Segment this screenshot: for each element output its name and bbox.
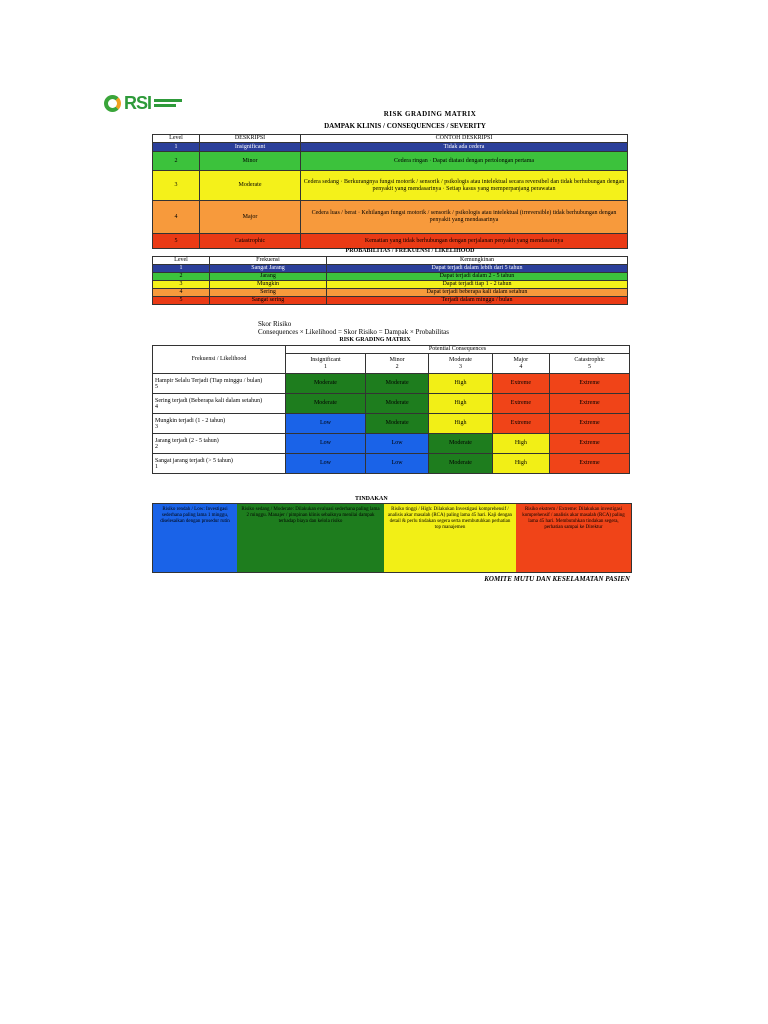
likelihood-cell: Dapat terjadi dalam lebih dari 5 tahun [327, 265, 628, 273]
actions-caption: TINDAKAN [355, 496, 388, 502]
consequence-column-header: Catastrophic 5 [549, 354, 629, 374]
risk-cell: Low [365, 454, 428, 474]
risk-cell: Moderate [365, 374, 428, 394]
table-row [153, 143, 628, 152]
frequency-cell: Sangat sering [210, 297, 327, 305]
probability-caption: PROBABILITAS / FREKUENSI / LIKELIHOOD [345, 248, 475, 254]
likelihood-row-header: Mungkin terjadi (1 - 2 tahun) 3 [153, 414, 286, 434]
level-cell: 5 [153, 234, 200, 249]
risk-cell: Extreme [492, 414, 549, 434]
consequence-column-header: Moderate 3 [429, 354, 492, 374]
description-cell: Minor [200, 152, 301, 171]
score-label: Skor Risiko [258, 320, 292, 328]
likelihood-row-header: Jarang terjadi (2 - 5 tahun) 2 [153, 434, 286, 454]
logo-text: RSI [124, 92, 152, 113]
frequency-cell: Mungkin [210, 281, 327, 289]
risk-cell: Moderate [365, 414, 428, 434]
frequency-cell: Sering [210, 289, 327, 297]
table-row [153, 289, 628, 297]
level-cell: 5 [153, 297, 210, 305]
risk-cell: Extreme [549, 414, 629, 434]
risk-cell: Extreme [492, 374, 549, 394]
action-extreme: Risiko ekstrem / Extreme: Dilakukan investigasi komprehensif / analisis akar masalah (RCA) paling lama 45 hari. Membutuhkan tindakan segera, perhatian sampai ke Direktur [516, 504, 631, 572]
level-cell: 3 [153, 281, 210, 289]
likelihood-cell: Dapat terjadi tiap 1 - 2 tahun [327, 281, 628, 289]
level-cell: 3 [153, 171, 200, 201]
risk-cell: High [492, 454, 549, 474]
likelihood-cell: Dapat terjadi dalam 2 - 5 tahun [327, 273, 628, 281]
level-cell: 1 [153, 143, 200, 152]
example-cell: Cedera ringan · Dapat diatasi dengan pertolongan pertama [301, 152, 628, 171]
col-header-example: CONTOH DESKRIPSI [301, 135, 628, 143]
risk-cell: Low [286, 414, 366, 434]
description-cell: Moderate [200, 171, 301, 201]
risk-cell: Moderate [286, 394, 366, 414]
description-cell: Major [200, 201, 301, 234]
risk-cell: Moderate [429, 434, 492, 454]
hospital-logo [104, 92, 214, 114]
action-moderate: Risiko sedang / Moderate: Dilakukan evaluasi sederhana paling lama 2 minggu. Manajer / pimpinan klinis sebaiknya menilai dampak terhadap biaya dan kelola risiko [237, 504, 384, 572]
risk-cell: Moderate [429, 454, 492, 474]
risk-cell: High [492, 434, 549, 454]
risk-cell: Low [286, 434, 366, 454]
risk-cell: High [429, 394, 492, 414]
level-cell: 2 [153, 273, 210, 281]
likelihood-cell: Terjadi dalam minggu / bulan [327, 297, 628, 305]
level-cell: 4 [153, 289, 210, 297]
table-row [153, 281, 628, 289]
risk-cell: Low [365, 434, 428, 454]
risk-cell: Extreme [549, 454, 629, 474]
risk-grading-matrix [152, 345, 630, 474]
likelihood-row-header: Sangat jarang terjadi (> 5 tahun) 1 [153, 454, 286, 474]
risk-cell: Extreme [549, 434, 629, 454]
risk-cell: Low [286, 454, 366, 474]
table-row [153, 152, 628, 171]
example-cell: Kematian yang tidak berhubungan dengan perjalanan penyakit yang mendasarinya [301, 234, 628, 249]
level-cell: 2 [153, 152, 200, 171]
table-row [153, 297, 628, 305]
risk-cell: Extreme [549, 374, 629, 394]
matrix-row [153, 394, 630, 414]
score-formula: Consequences × Likelihood = Skor Risiko = Dampak × Probabilitas [258, 328, 449, 336]
col-header-likelihood: Kemungkinan [327, 257, 628, 265]
matrix-row [153, 434, 630, 454]
matrix-row [153, 414, 630, 434]
likelihood-cell: Dapat terjadi beberapa kali dalam setahun [327, 289, 628, 297]
table-row [153, 234, 628, 249]
example-cell: Tidak ada cedera [301, 143, 628, 152]
col-header-level: Level [153, 135, 200, 143]
consequence-column-header: Insignificant 1 [286, 354, 366, 374]
table-row [153, 265, 628, 273]
consequence-caption: DAMPAK KLINIS / CONSEQUENCES / SEVERITY [324, 122, 486, 130]
matrix-corner-header: Frekuensi / Likelihood [153, 346, 286, 374]
risk-cell: High [429, 374, 492, 394]
logo-ring-icon [104, 95, 121, 112]
risk-cell: Extreme [492, 394, 549, 414]
probability-table [152, 256, 628, 305]
col-header-description: DESKRIPSI [200, 135, 301, 143]
description-cell: Insignificant [200, 143, 301, 152]
risk-cell: Extreme [549, 394, 629, 414]
matrix-row [153, 374, 630, 394]
consequence-column-header: Major 4 [492, 354, 549, 374]
page-title: RISK GRADING MATRIX [383, 110, 477, 118]
frequency-cell: Jarang [210, 273, 327, 281]
example-cell: Cedera luas / berat · Kehilangan fungsi motorik / sensorik / psikologis atau intelektual (irreversible) tidak berhubungan dengan penyakit yang mendasarinya [301, 201, 628, 234]
description-cell: Catastrophic [200, 234, 301, 249]
footer-committee: KOMITE MUTU DAN KESELAMATAN PASIEN [484, 575, 630, 583]
risk-cell: Moderate [365, 394, 428, 414]
matrix-row [153, 454, 630, 474]
col-header-level: Level [153, 257, 210, 265]
frequency-cell: Sangat Jarang [210, 265, 327, 273]
consequence-header: Potential Consequences [286, 346, 630, 354]
action-low: Risiko rendah / Low: Investigasi sederhana paling lama 1 minggu, diselesaikan dengan prosedur rutin [153, 504, 237, 572]
risk-cell: Moderate [286, 374, 366, 394]
table-row [153, 171, 628, 201]
table-row [153, 273, 628, 281]
matrix-caption: RISK GRADING MATRIX [339, 337, 411, 343]
consequence-column-header: Minor 2 [365, 354, 428, 374]
example-cell: Cedera sedang · Berkurangnya fungsi motorik / sensorik / psikologis atau intelektual secara reversibel dan tidak berhubungan dengan penyakit yang mendasarinya · Setiap kasus yang memperpanjang perawatan [301, 171, 628, 201]
risk-score-formula [258, 320, 558, 336]
likelihood-row-header: Sering terjadi (Beberapa kali dalam setahun) 4 [153, 394, 286, 414]
risk-cell: High [429, 414, 492, 434]
level-cell: 1 [153, 265, 210, 273]
table-row [153, 201, 628, 234]
logo-subtext [154, 99, 184, 107]
level-cell: 4 [153, 201, 200, 234]
col-header-frequency: Frekuensi [210, 257, 327, 265]
action-high: Risiko tinggi / High: Dilakukan Investigasi komprehensif / analisis akar masalah (RCA) paling lama 45 hari. Kaji dengan detail & perlu tindakan segera serta membutuhkan perhatian top manajemen [384, 504, 516, 572]
consequence-table [152, 134, 628, 249]
likelihood-row-header: Hampir Selalu Terjadi (Tiap minggu / bulan) 5 [153, 374, 286, 394]
actions-legend [152, 503, 632, 573]
